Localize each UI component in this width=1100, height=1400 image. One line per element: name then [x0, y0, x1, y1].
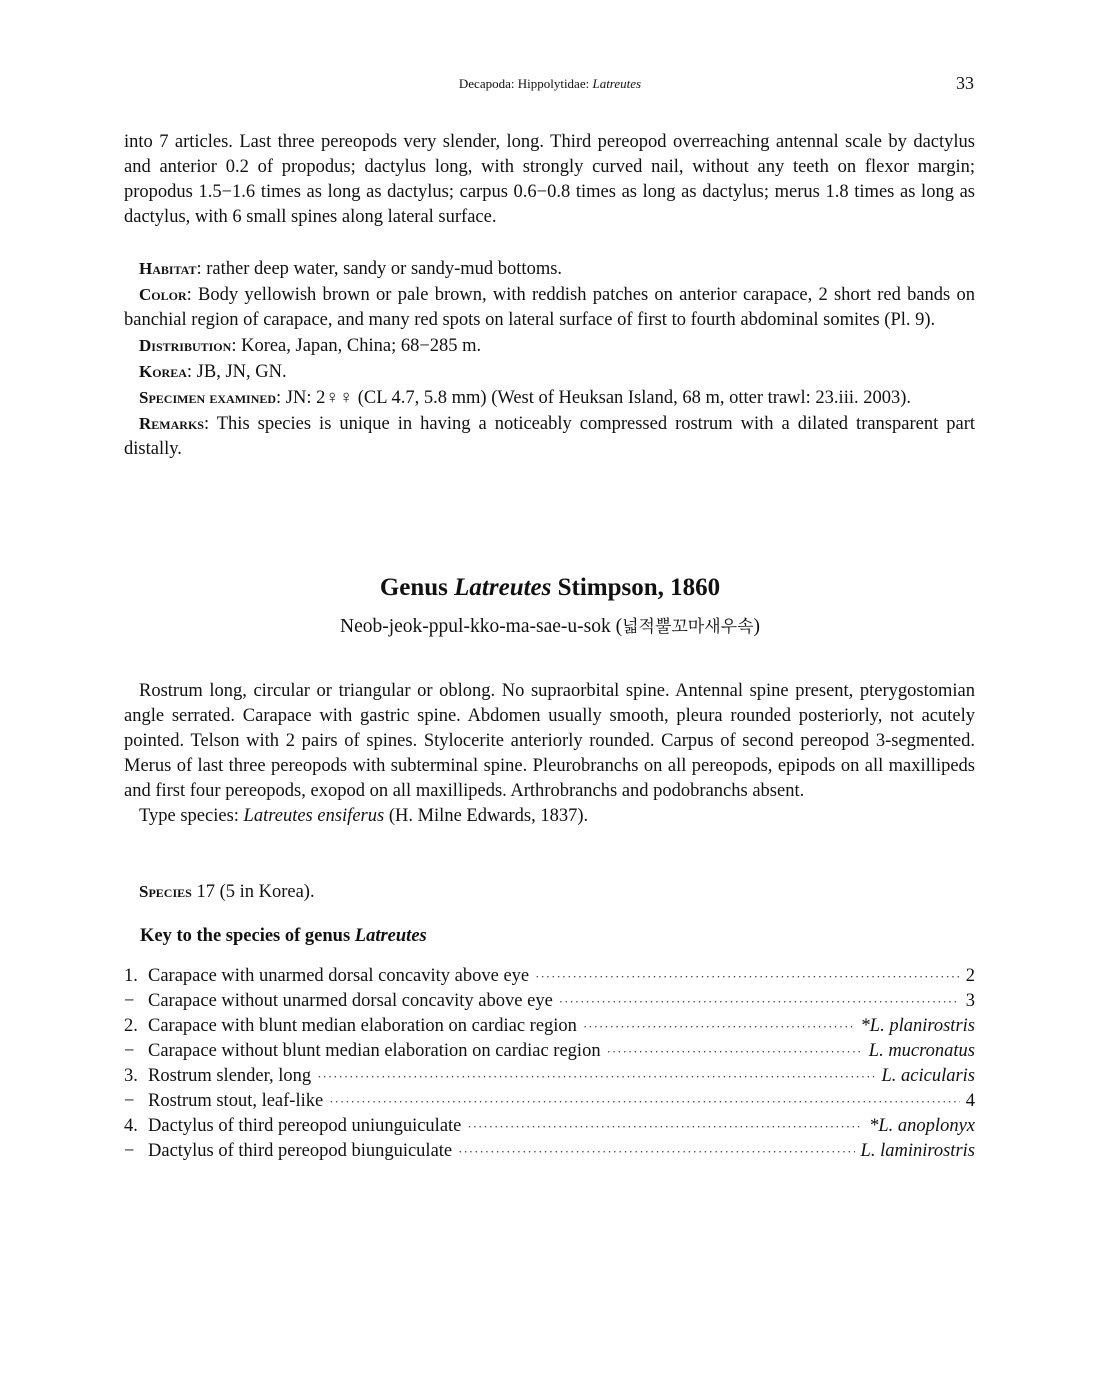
key-result: 2	[965, 966, 975, 986]
color-text: : Body yellowish brown or pale brown, with reddish patches on anterior carapace, 2 short red bands on banchial region of carapace, and many red spots on lateral surface of first to fourth abdominal somites (Pl. 9).	[124, 285, 975, 330]
habitat-label: Habitat	[139, 259, 197, 278]
remarks-paragraph	[124, 411, 975, 462]
continuation-paragraph: into 7 articles. Last three pereopods very slender, long. Third pereopod overreaching antennal scale by dactylus and anterior 0.2 of propodus; dactylus long, with strongly curved nail, without any teeth on flexor margin; propodus 1.5−1.6 times as long as dactylus; carpus 0.6−0.8 times as long as dactylus; merus 1.8 times as long as dactylus, with 6 small spines along lateral surface.	[124, 132, 975, 227]
key-number: 1.	[124, 966, 138, 986]
key-result: L. acicularis	[881, 1066, 975, 1086]
key-number: −	[124, 991, 135, 1011]
type-species-authority: (H. Milne Edwards, 1837).	[384, 806, 589, 826]
key-result: 4	[965, 1091, 975, 1111]
genus-korean-name	[0, 612, 1100, 638]
key-leader-dots	[535, 964, 960, 989]
key-couplet-text: Carapace with blunt median elaboration on cardiac region	[148, 1016, 577, 1036]
key-couplet-text: Dactylus of third pereopod biunguiculate	[148, 1141, 453, 1161]
korea-paragraph	[124, 359, 975, 385]
key-number: 3.	[124, 1066, 138, 1086]
key-leader-dots	[583, 1014, 855, 1039]
key-row	[124, 964, 975, 989]
page-number: 33	[956, 73, 974, 93]
genus-authority: Stimpson, 1860	[551, 574, 721, 601]
key-row	[124, 989, 975, 1014]
key-row	[124, 1114, 975, 1139]
key-row	[124, 1039, 975, 1064]
key-leader-dots	[458, 1139, 854, 1164]
key-leader-dots	[329, 1089, 960, 1114]
species-label: Species	[139, 882, 192, 901]
remarks-text: : This species is unique in having a noticeably compressed rostrum with a dilated transparent part distally.	[124, 414, 975, 459]
key-title-prefix: Key to the species of genus	[140, 926, 355, 946]
key-row	[124, 1014, 975, 1039]
key-number: −	[124, 1041, 135, 1061]
key-couplet-text: Dactylus of third pereopod uniunguiculate	[148, 1116, 462, 1136]
specimen-paragraph	[124, 385, 975, 411]
type-species-name: Latreutes ensiferus	[243, 806, 385, 826]
genus-romanized: Neob-jeok-ppul-kko-ma-sae-u-sok (	[339, 616, 623, 637]
type-species-label: Type species:	[139, 806, 244, 826]
identification-key	[124, 964, 975, 1164]
distribution-label: Distribution	[139, 336, 232, 355]
key-leader-dots	[467, 1114, 863, 1139]
species-accounts	[124, 256, 975, 462]
key-number: 4.	[124, 1116, 138, 1136]
species-count	[124, 879, 975, 905]
habitat-text: : rather deep water, sandy or sandy-mud bottoms.	[196, 259, 563, 279]
key-result: 3	[965, 991, 975, 1011]
key-title-genus: Latreutes	[354, 926, 427, 946]
key-number: −	[124, 1141, 135, 1161]
key-couplet-text: Rostrum slender, long	[148, 1066, 312, 1086]
key-couplet-text: Carapace without blunt median elaboration on cardiac region	[148, 1041, 601, 1061]
key-number: 2.	[124, 1016, 138, 1036]
genus-description-block	[124, 679, 975, 829]
korea-text: : JB, JN, GN.	[186, 362, 287, 382]
type-species	[124, 804, 975, 829]
genus-name: Latreutes	[454, 574, 552, 601]
key-leader-dots	[317, 1064, 875, 1089]
key-result: L. laminirostris	[860, 1141, 975, 1161]
key-result: *L. anoplonyx	[869, 1116, 975, 1136]
remarks-label: Remarks	[139, 414, 204, 433]
specimen-label: Specimen examined	[139, 388, 277, 407]
species-text: 17 (5 in Korea).	[191, 882, 315, 902]
key-row	[124, 1064, 975, 1089]
distribution-text: : Korea, Japan, China; 68−285 m.	[231, 336, 482, 356]
key-row	[124, 1139, 975, 1164]
key-leader-dots	[559, 989, 960, 1014]
genus-close-paren: )	[753, 616, 760, 637]
genus-description: Rostrum long, circular or triangular or oblong. No supraorbital spine. Antennal spine present, pterygostomian angle serrated. Carapace with gastric spine. Abdomen usually smooth, pleura rounded posteriorly, not acutely pointed. Telson with 2 pairs of spines. Stylocerite anteriorly rounded. Carpus of second pereopod 3-segmented. Merus of last three pereopods with subterminal spine. Pleurobranchs on all pereopods, epipods on all maxillipeds and first four pereopods, exopod on all maxillipeds. Arthrobranchs and podobranchs absent.	[124, 681, 975, 801]
key-couplet-text: Carapace with unarmed dorsal concavity above eye	[148, 966, 530, 986]
habitat-paragraph	[124, 256, 975, 282]
korea-label: Korea	[139, 362, 187, 381]
color-paragraph	[124, 282, 975, 333]
running-head-prefix: Decapoda: Hippolytidae:	[458, 76, 593, 91]
key-number: −	[124, 1091, 135, 1111]
genus-heading	[0, 574, 1100, 602]
key-result: L. mucronatus	[868, 1041, 975, 1061]
genus-prefix: Genus	[379, 574, 455, 601]
specimen-text: : JN: 2♀♀ (CL 4.7, 5.8 mm) (West of Heuksan Island, 68 m, otter trawl: 23.iii. 2003).	[276, 388, 912, 408]
running-head	[0, 76, 1100, 92]
genus-hangul: 넓적뿔꼬마새우속	[622, 617, 754, 637]
key-title	[140, 926, 427, 947]
distribution-paragraph	[124, 333, 975, 359]
key-couplet-text: Rostrum stout, leaf-like	[148, 1091, 324, 1111]
color-label: Color	[139, 285, 187, 304]
key-result: *L. planirostris	[860, 1016, 975, 1036]
running-head-genus: Latreutes	[592, 76, 642, 91]
key-row	[124, 1089, 975, 1114]
key-couplet-text: Carapace without unarmed dorsal concavity above eye	[148, 991, 553, 1011]
key-leader-dots	[607, 1039, 863, 1064]
